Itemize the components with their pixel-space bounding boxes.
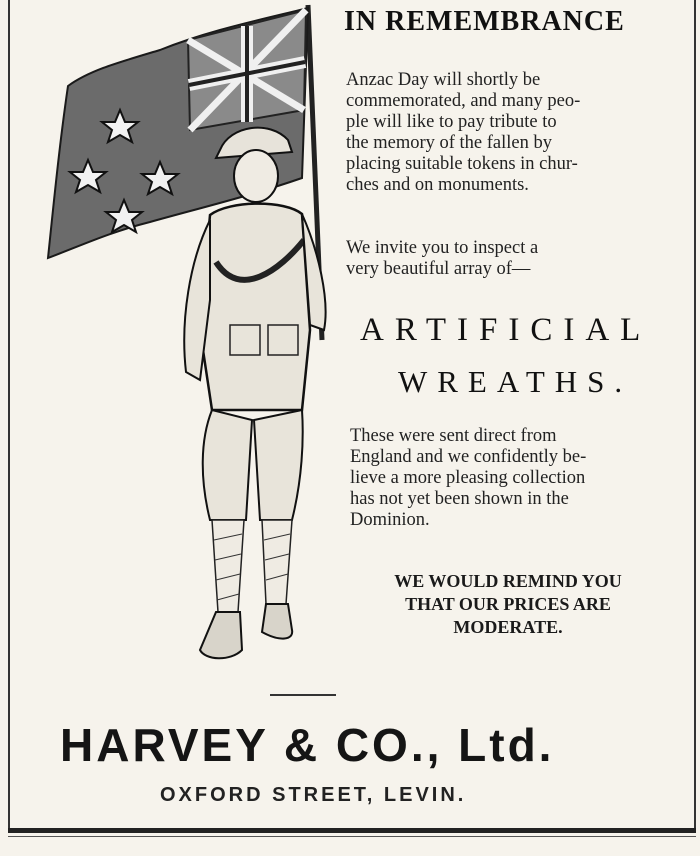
text-line: MODERATE.: [453, 617, 563, 637]
text-line: WE WOULD REMIND YOU: [394, 571, 622, 591]
text-line: ches and on monuments.: [346, 175, 529, 195]
text-line: placing suitable tokens in chur-: [346, 154, 578, 174]
bottom-border-rule: [8, 828, 696, 833]
bottom-thin-rule: [8, 836, 696, 837]
text-line: ple will like to pay tribute to: [346, 112, 557, 132]
text-line: England and we confidently be-: [350, 447, 587, 467]
left-border-rule: [8, 0, 10, 830]
text-line: Dominion.: [350, 510, 430, 530]
text-line: very beautiful array of—: [346, 259, 531, 279]
text-line: THAT OUR PRICES ARE: [405, 594, 611, 614]
description-paragraph: [350, 426, 658, 531]
text-line: the memory of the fallen by: [346, 133, 553, 153]
text-line: These were sent direct from: [350, 426, 557, 446]
product-heading-wreaths: WREATHS.: [398, 364, 633, 399]
prices-notice: [352, 570, 664, 639]
company-name: HARVEY & CO., Ltd.: [60, 719, 555, 771]
soldier-with-flag-illustration: [40, 0, 340, 670]
text-line: Anzac Day will shortly be: [346, 70, 541, 90]
text-line: lieve a more pleasing collection: [350, 468, 586, 488]
headline: IN REMEMBRANCE: [344, 6, 625, 37]
intro-paragraph: [346, 70, 658, 196]
text-line: We invite you to inspect a: [346, 238, 539, 258]
right-border-rule: [694, 0, 696, 830]
text-line: has not yet been shown in the: [350, 489, 569, 509]
company-address: OXFORD STREET, LEVIN.: [160, 784, 467, 806]
divider-rule: [270, 694, 336, 696]
text-line: commemorated, and many peo-: [346, 91, 581, 111]
product-heading-artificial: ARTIFICIAL: [360, 312, 652, 348]
invite-paragraph: [346, 238, 658, 280]
